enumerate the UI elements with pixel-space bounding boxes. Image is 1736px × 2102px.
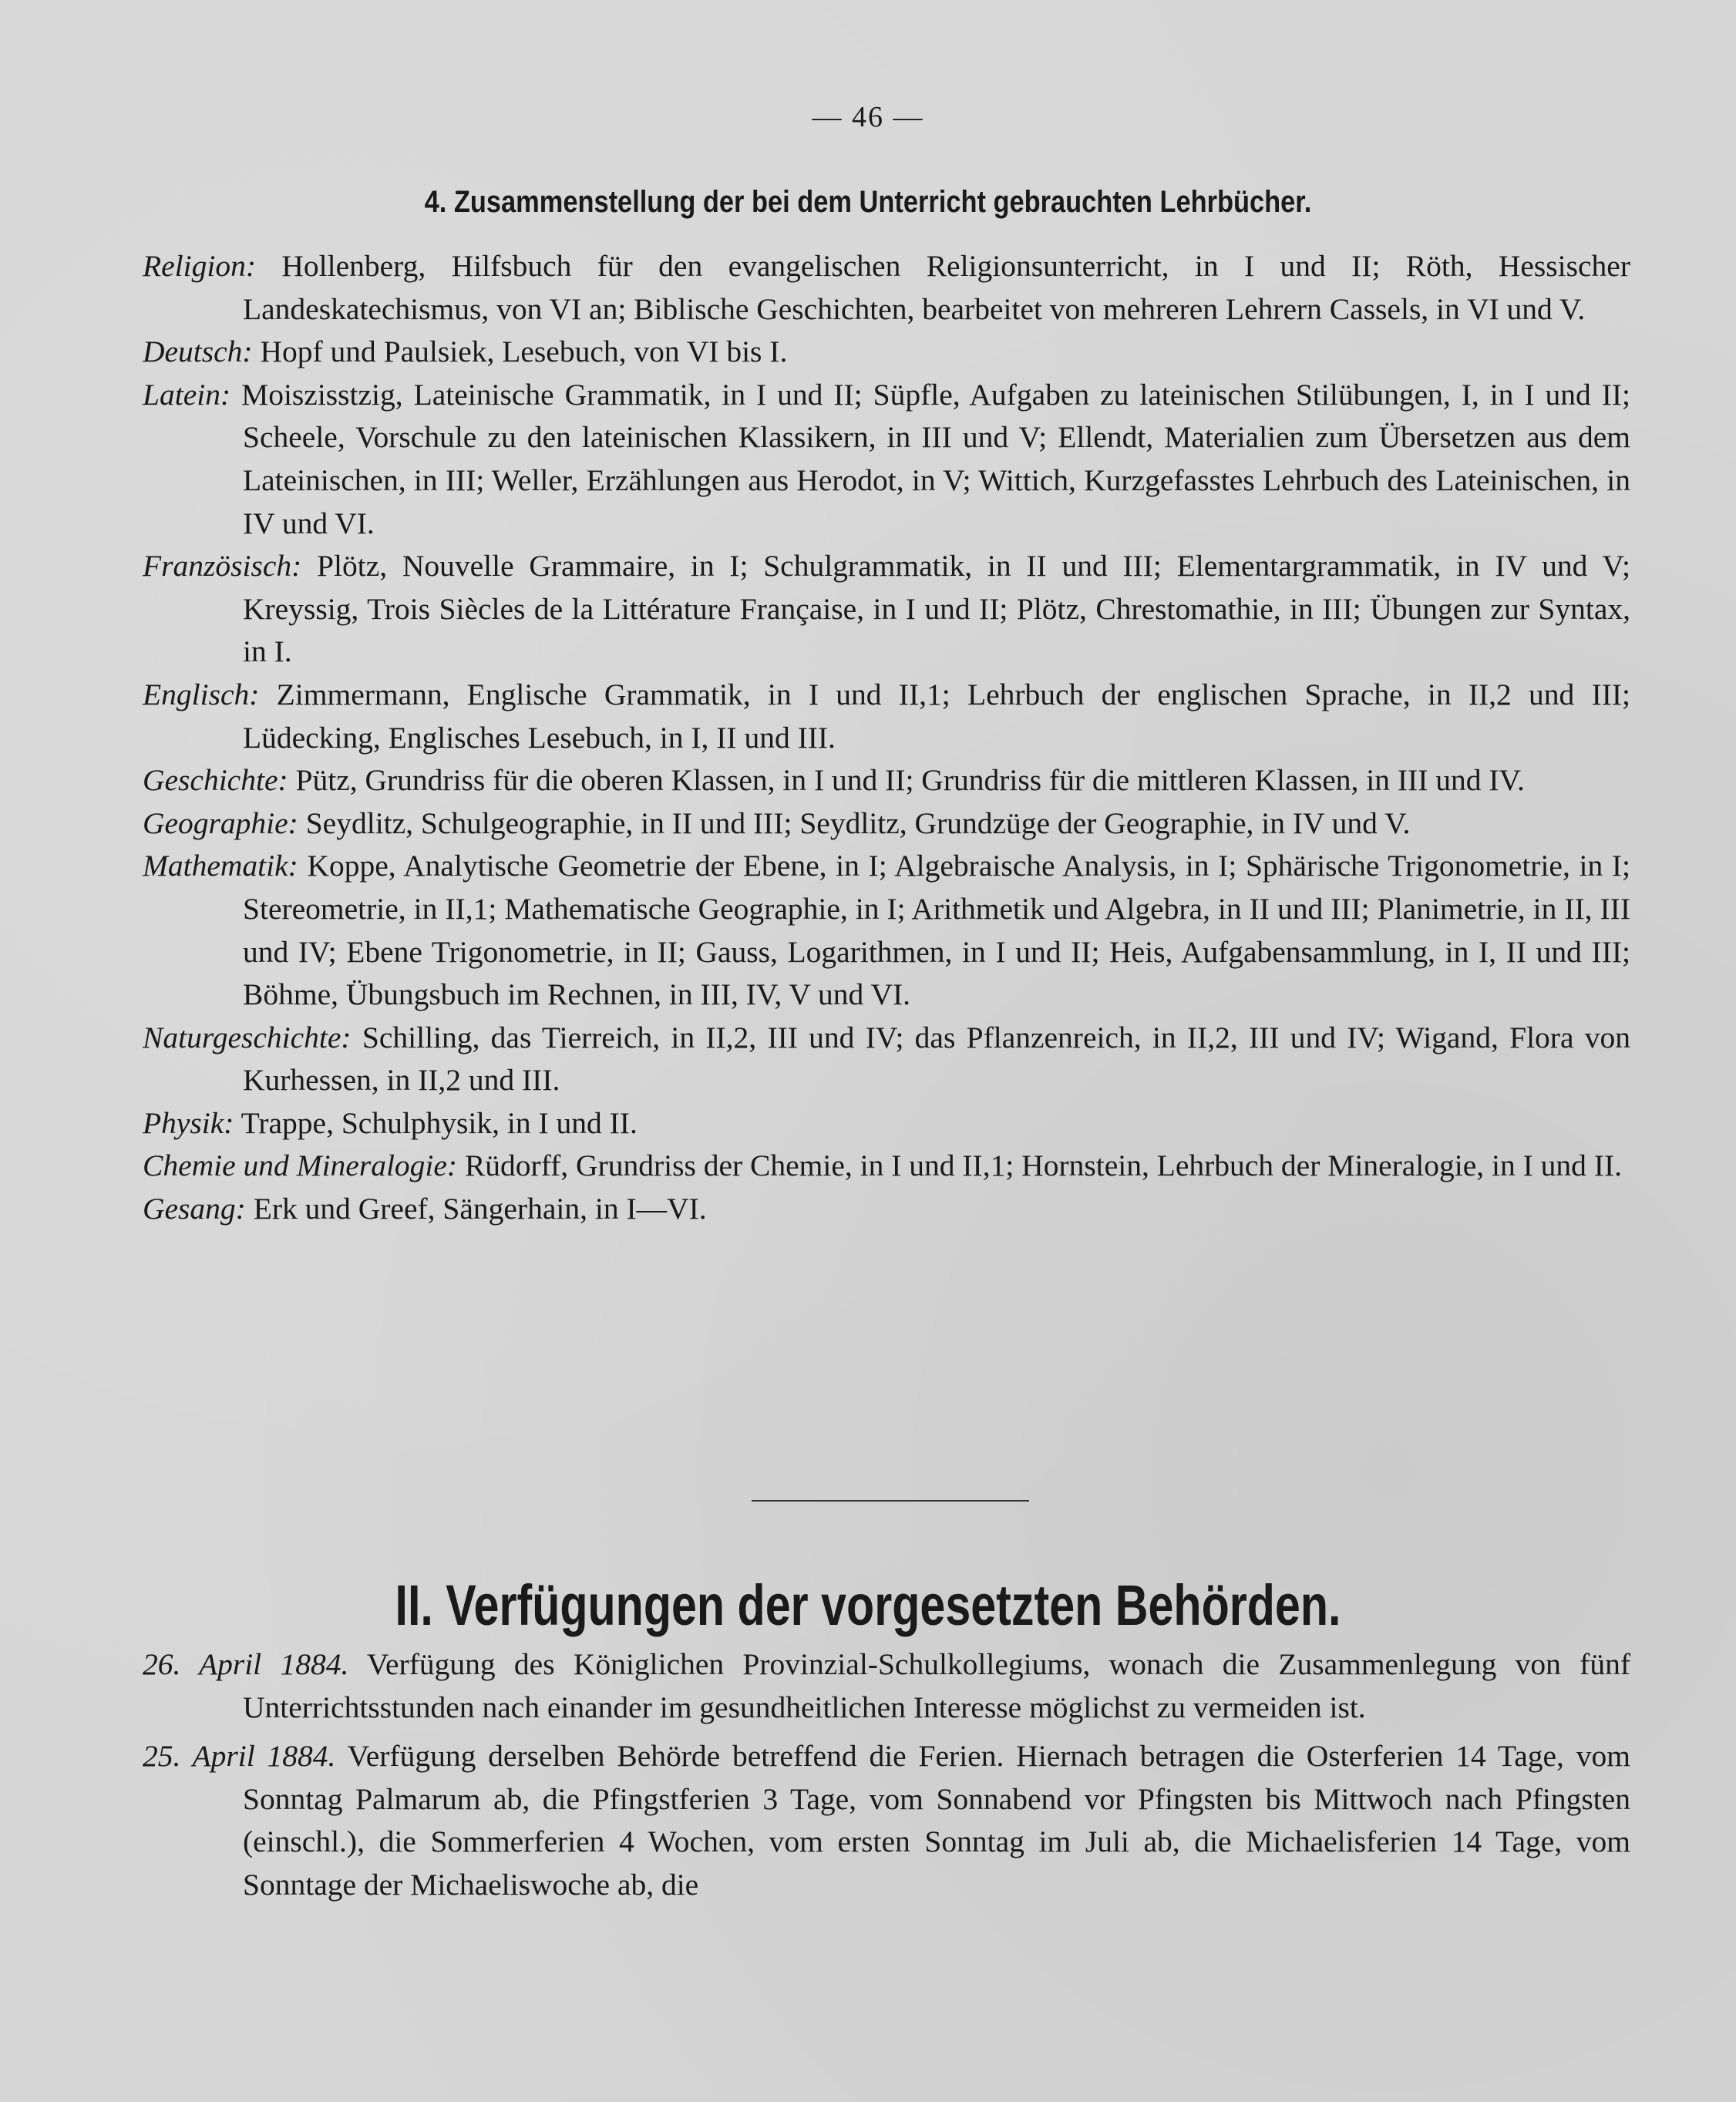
decree-date: 26. April 1884. bbox=[143, 1647, 349, 1681]
textbook-entry-physik bbox=[143, 1102, 1630, 1145]
entry-text: Moiszisstzig, Lateinische Grammatik, in I und II; Süpfle, Aufgaben zu lateinischen Stilübungen, I, in I und II; Scheele, Vorschule zu den lateinischen Klassikern, in III und V; Ellendt, Materialien zum Übersetzen aus dem Lateinischen, in III; Weller, Erzählungen aus Herodot, in V; Wittich, Kurzgefasstes Lehrbuch des Lateinischen, in IV und VI. bbox=[241, 377, 1630, 540]
section-divider bbox=[752, 1500, 1029, 1502]
decree-entry bbox=[143, 1735, 1630, 1906]
entry-text: Rüdorff, Grundriss der Chemie, in I und II,1; Hornstein, Lehrbuch der Mineralogie, in I und II. bbox=[464, 1149, 1622, 1183]
entry-text: Hollenberg, Hilfsbuch für den evangelischen Religionsunterricht, in I und II; Röth, Hessischer Landeskatechismus, von VI an; Biblische Geschichten, bearbeitet von mehreren Lehrern Cassels, in VI und V. bbox=[243, 249, 1630, 326]
subject-label: Deutsch: bbox=[143, 335, 253, 369]
part-heading: II. Verfügungen der vorgesetzten Behörden. bbox=[395, 1573, 1341, 1637]
textbook-entry-geschichte bbox=[143, 759, 1630, 802]
page-number: — 46 — bbox=[812, 101, 924, 133]
textbook-entry-deutsch bbox=[143, 331, 1630, 374]
subject-label: Englisch: bbox=[143, 677, 260, 711]
textbook-entry-naturgeschichte bbox=[143, 1017, 1630, 1102]
decree-text: Verfügung derselben Behörde betreffend die Ferien. Hiernach betragen die Osterferien 14 Tage, vom Sonntag Palmarum ab, die Pfingstferien 3 Tage, vom Sonnabend vor Pfingsten bis Mittwoch nach Pfingsten (einschl.), die Sommerferien 4 Wochen, vom ersten Sonntag im Juli ab, die Michaelisferien 14 Tage, vom Sonntage der Michaeliswoche ab, die bbox=[243, 1739, 1630, 1902]
subject-label: Geographie: bbox=[143, 805, 298, 840]
entry-text: Seydlitz, Schulgeographie, in II und III; Seydlitz, Grundzüge der Geographie, in IV und V. bbox=[305, 805, 1411, 840]
textbook-entry-latein bbox=[143, 374, 1630, 545]
entry-text: Plötz, Nouvelle Grammaire, in I; Schulgrammatik, in II und III; Elementargrammatik, in IV und V; Kreyssig, Trois Siècles de la Littérature Française, in I und II; Plötz, Chrestomathie, in III; Übungen zur Syntax, in I. bbox=[243, 549, 1630, 669]
textbook-entry-mathematik bbox=[143, 845, 1630, 1016]
textbook-entry-chemie bbox=[143, 1145, 1630, 1188]
decree-entry bbox=[143, 1643, 1630, 1729]
decree-list bbox=[143, 1643, 1630, 1913]
subject-label: Französisch: bbox=[143, 549, 302, 584]
entry-text: Hopf und Paulsiek, Lesebuch, von VI bis I. bbox=[260, 335, 788, 369]
subject-label: Geschichte: bbox=[143, 763, 288, 798]
textbook-entry-gesang bbox=[143, 1188, 1630, 1231]
subject-label: Mathematik: bbox=[143, 849, 298, 883]
decree-text: Verfügung des Königlichen Provinzial-Schulkollegiums, wonach die Zusammenlegung von fünf Unterrichtsstunden nach einander im gesundheitlichen Interesse möglichst zu vermeiden ist. bbox=[243, 1647, 1630, 1724]
textbook-entry-franzoesisch bbox=[143, 545, 1630, 674]
textbook-list bbox=[143, 245, 1630, 1231]
subject-label: Naturgeschichte: bbox=[143, 1020, 352, 1054]
entry-text: Zimmermann, Englische Grammatik, in I und II,1; Lehrbuch der englischen Sprache, in II,2 und III; Lüdecking, Englisches Lesebuch, in I, II und III. bbox=[243, 677, 1631, 755]
entry-text: Koppe, Analytische Geometrie der Ebene, in I; Algebraische Analysis, in I; Sphärische Trigonometrie, in I; Stereometrie, in II,1; Mathematische Geographie, in I; Arithmetik und Algebra, in II und III; Planimetrie, in II, III und IV; Ebene Trigonometrie, in II; Gauss, Logarithmen, in I und II; Heis, Aufgabensammlung, in I, II und III; Böhme, Übungsbuch im Rechnen, in III, IV, V und VI. bbox=[243, 849, 1631, 1012]
textbook-entry-geographie bbox=[143, 802, 1630, 846]
subject-label: Physik: bbox=[143, 1105, 234, 1140]
section-heading: 4. Zusammenstellung der bei dem Unterricht gebrauchten Lehrbücher. bbox=[424, 185, 1312, 219]
entry-text: Trappe, Schulphysik, in I und II. bbox=[241, 1105, 638, 1140]
textbook-entry-religion bbox=[143, 245, 1630, 331]
subject-label: Religion: bbox=[143, 249, 256, 283]
entry-text: Erk und Greef, Sängerhain, in I—VI. bbox=[253, 1192, 707, 1226]
subject-label: Chemie und Mineralogie: bbox=[143, 1149, 458, 1183]
entry-text: Schilling, das Tierreich, in II,2, III und IV; das Pflanzenreich, in II,2, III und IV; Wigand, Flora von Kurhessen, in II,2 und III. bbox=[243, 1020, 1630, 1098]
subject-label: Latein: bbox=[143, 377, 231, 412]
subject-label: Gesang: bbox=[143, 1192, 246, 1226]
decree-date: 25. April 1884. bbox=[143, 1739, 336, 1774]
entry-text: Pütz, Grundriss für die oberen Klassen, in I und II; Grundriss für die mittleren Klassen, in III und IV. bbox=[295, 763, 1525, 798]
textbook-entry-englisch bbox=[143, 674, 1630, 759]
